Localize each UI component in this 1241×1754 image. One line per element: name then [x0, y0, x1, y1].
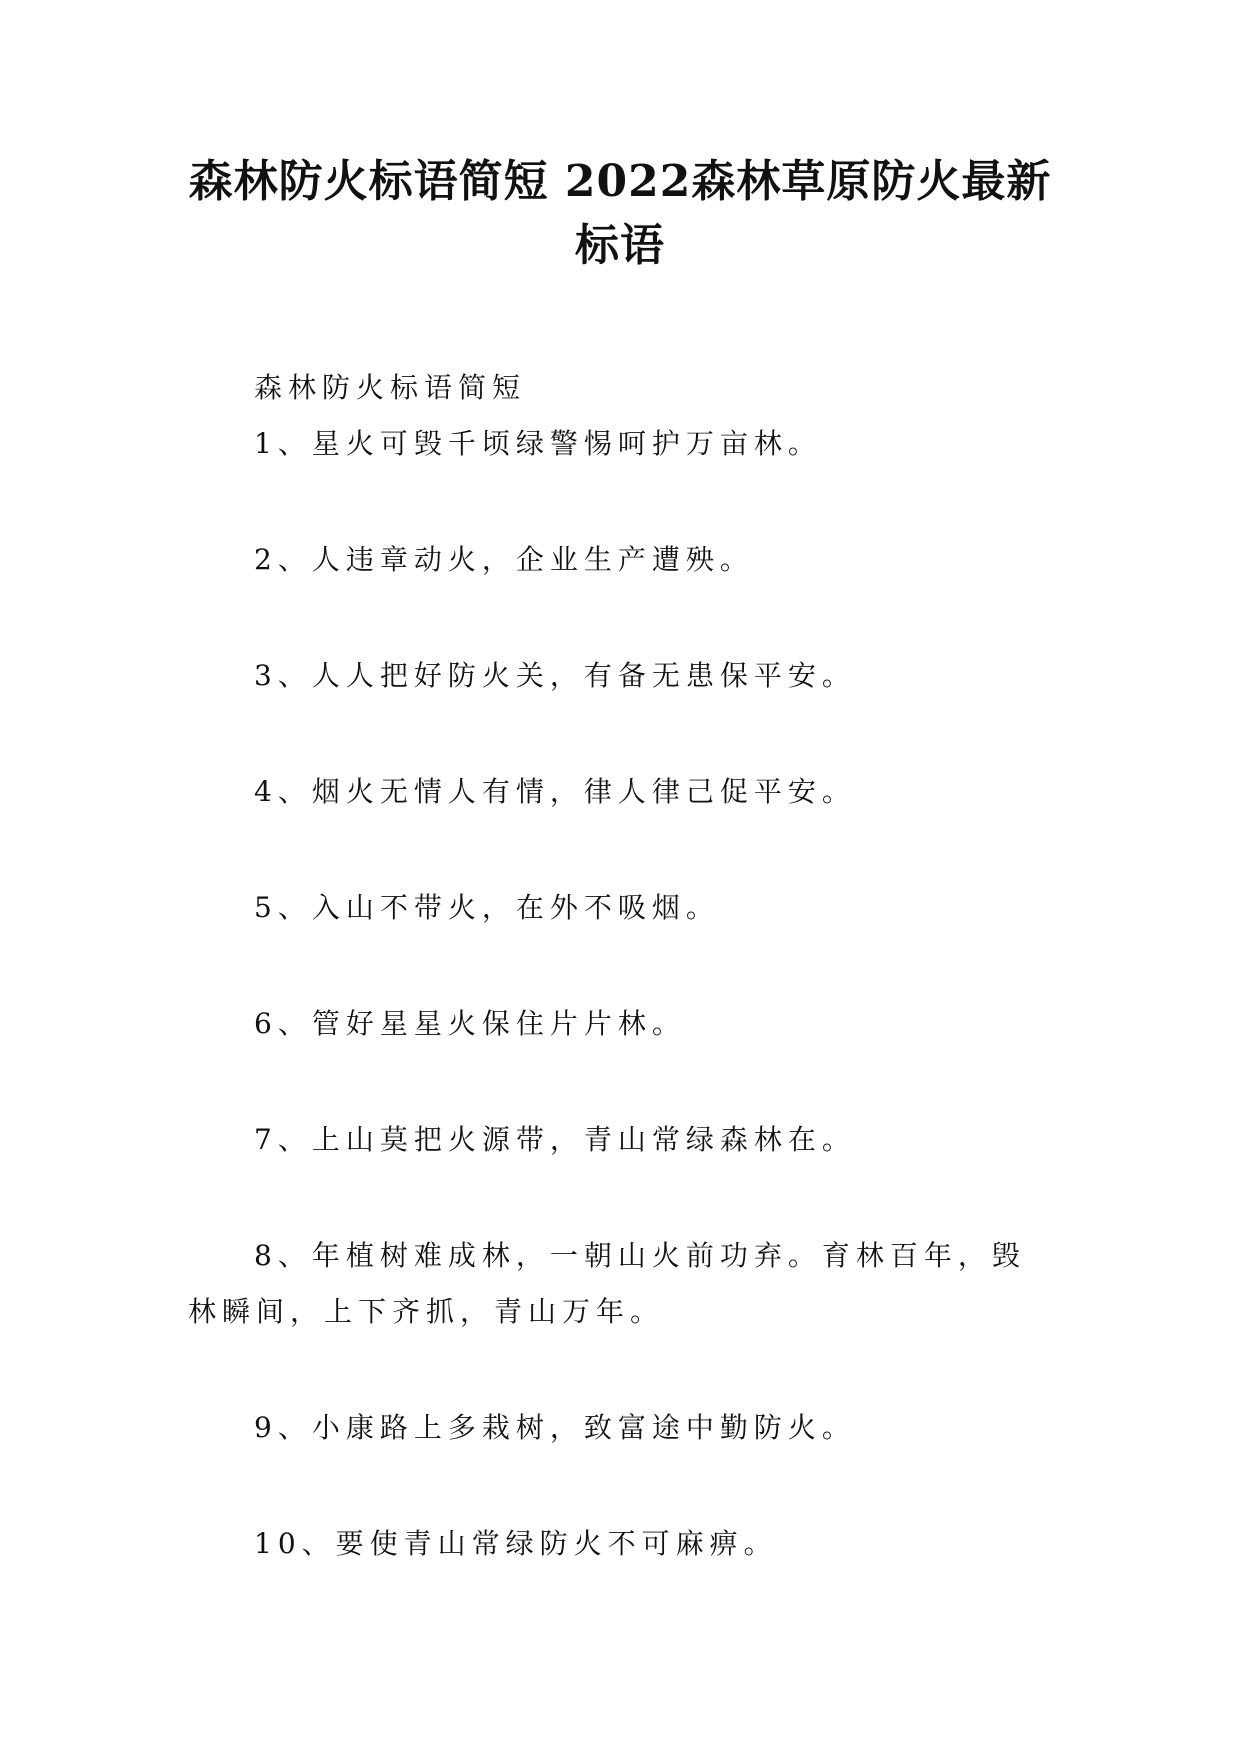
slogan-item: 8、年植树难成林，一朝山火前功弃。育林百年，毁林瞬间，上下齐抓，青山万年。 [188, 1239, 1026, 1328]
document-body [188, 360, 1058, 1572]
section-heading: 森林防火标语简短 [254, 371, 527, 404]
slogan-item: 9、小康路上多栽树，致富途中勤防火。 [254, 1411, 856, 1444]
slogan-item: 7、上山莫把火源带，青山常绿森林在。 [254, 1123, 856, 1156]
slogan-item: 10、要使青山常绿防火不可麻痹。 [254, 1527, 778, 1560]
document-title: 森林防火标语简短 2022森林草原防火最新标语 [188, 156, 1052, 271]
slogan-item: 4、烟火无情人有情，律人律己促平安。 [254, 775, 856, 808]
slogan-item: 1、星火可毁千顷绿警惕呵护万亩林。 [254, 427, 822, 460]
slogan-item: 2、人违章动火，企业生产遭殃。 [254, 543, 754, 576]
slogan-item: 5、入山不带火，在外不吸烟。 [254, 891, 720, 924]
slogan-item: 6、管好星星火保住片片林。 [254, 1007, 686, 1040]
slogan-item: 3、人人把好防火关，有备无患保平安。 [254, 659, 856, 692]
